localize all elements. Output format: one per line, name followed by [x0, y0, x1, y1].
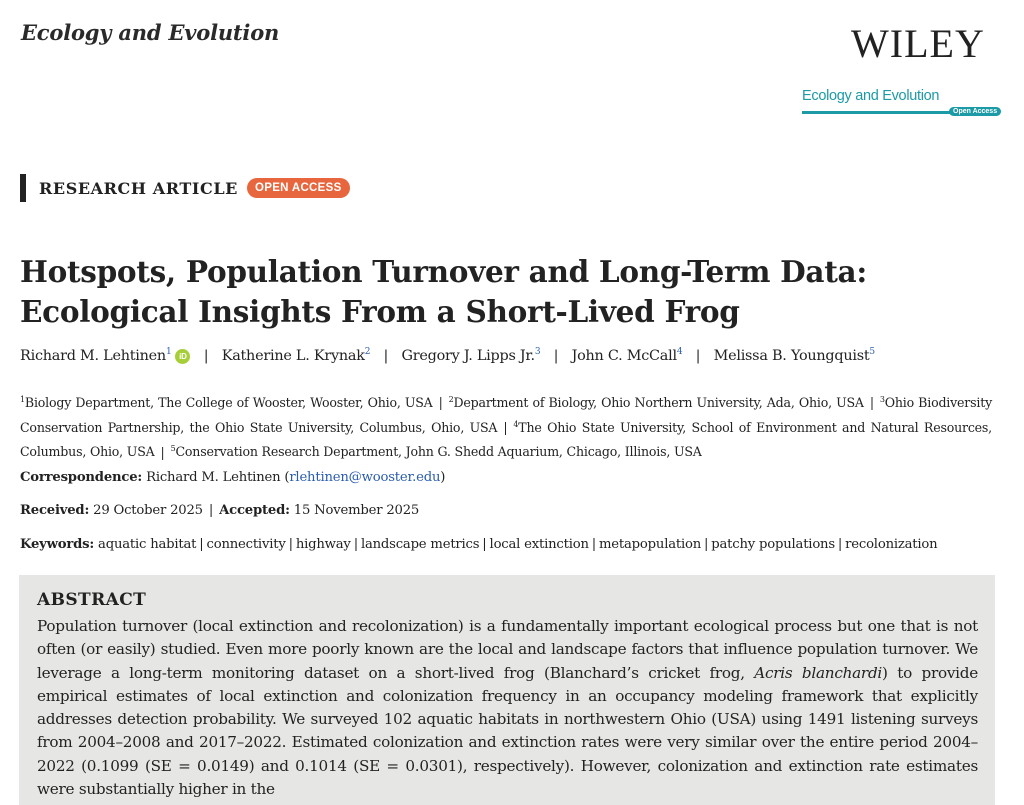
article-type-bar: [20, 174, 26, 202]
author-separator: |: [695, 347, 701, 364]
publisher-logo[interactable]: [851, 20, 985, 67]
keyword[interactable]: aquatic habitat: [98, 537, 197, 552]
orcid-icon[interactable]: iD: [175, 349, 190, 364]
affiliation-text: The Ohio State University, School of Environment and Natural Resources, Columbus, Ohio, USA: [20, 419, 992, 460]
keyword[interactable]: connectivity: [206, 537, 286, 552]
keyword-separator: |: [353, 537, 358, 552]
keyword-separator: |: [288, 537, 293, 552]
correspondence-label: Correspondence:: [20, 470, 143, 485]
affiliation-number: 3: [879, 395, 885, 404]
keywords-line: [20, 537, 937, 552]
affiliation-text: Conservation Research Department, John G. Shedd Aquarium, Chicago, Illinois, USA: [175, 444, 702, 460]
keyword[interactable]: landscape metrics: [360, 537, 480, 552]
keyword-separator: |: [704, 537, 709, 552]
correspondence-name: Richard M. Lehtinen: [146, 470, 281, 485]
abstract-section: [19, 575, 995, 805]
author-name[interactable]: Melissa B. Youngquist: [713, 347, 870, 364]
author-affiliation-ref[interactable]: 5: [869, 347, 875, 357]
author-name[interactable]: John C. McCall: [571, 347, 677, 364]
journal-logo[interactable]: [802, 88, 996, 118]
received-label: Received:: [20, 503, 90, 518]
affiliations: [20, 389, 992, 463]
abstract-text-part: ) to provide empirical estimates of local extinction and colonization frequency in an occupancy modeling framework that explicitly addresses detection probability. We surveyed 102 aquatic habitats in northwestern Ohio (USA) using 1491 listening surveys from 2004–2008 and 2017–2022. Estimated colonization and extinction rates were very similar over the entire period 2004–2022 (0.1099 (SE = 0.0149) and 0.1014 (SE = 0.0301), respectively). However, colonization and extinction rate estimates were substantially higher in the: [37, 663, 978, 799]
affiliation-separator: |: [503, 419, 508, 435]
affiliation-number: 1: [20, 395, 25, 404]
affiliation-text: Biology Department, The College of Wooster, Wooster, Ohio, USA: [24, 395, 433, 411]
correspondence-line: Correspondence: Richard M. Lehtinen (rlehtinen@wooster.edu): [20, 470, 446, 485]
affiliation-separator: |: [160, 444, 165, 460]
correspondence-email-link[interactable]: rlehtinen@wooster.edu: [289, 470, 441, 485]
journal-logo-badge: Open Access: [949, 107, 1001, 116]
affiliation-number: 2: [448, 395, 454, 404]
keyword[interactable]: highway: [295, 537, 351, 552]
keywords-label: Keywords:: [20, 537, 95, 552]
affiliation-text: Department of Biology, Ohio Northern University, Ada, Ohio, USA: [453, 395, 864, 411]
author-separator: |: [203, 347, 209, 364]
affiliation-number: 4: [513, 419, 519, 429]
article-title: Hotspots, Population Turnover and Long-Term Data: Ecological Insights From a Short-Lived Frog: [20, 254, 867, 329]
keyword-separator: |: [591, 537, 596, 552]
keyword-separator: |: [837, 537, 843, 552]
open-access-badge[interactable]: OPEN ACCESS: [247, 178, 350, 198]
author-list: [20, 347, 875, 364]
abstract-text: [37, 615, 978, 801]
abstract-heading: ABSTRACT: [37, 590, 147, 610]
species-name: Acris blanchardi: [754, 663, 883, 682]
accepted-label: Accepted:: [219, 503, 290, 518]
keyword[interactable]: patchy populations: [711, 537, 835, 552]
keyword[interactable]: local extinction: [489, 537, 589, 552]
article-type-row: [20, 174, 350, 202]
author-affiliation-ref[interactable]: 4: [676, 347, 683, 357]
author-name[interactable]: Richard M. Lehtinen: [20, 347, 166, 364]
author-name[interactable]: Gregory J. Lipps Jr.: [401, 347, 535, 364]
affiliation-number: 5: [170, 444, 176, 454]
author-affiliation-ref[interactable]: 2: [364, 347, 371, 357]
journal-logo-text: Ecology and Evolution: [802, 88, 940, 104]
dates-line: [20, 503, 419, 518]
affiliation-separator: |: [438, 395, 443, 411]
article-type-label: RESEARCH ARTICLE: [39, 178, 238, 198]
keyword[interactable]: recolonization: [845, 537, 938, 552]
affiliation-text: Ohio Biodiversity Conservation Partnership, the Ohio State University, Columbus, Ohio, USA: [20, 395, 992, 435]
received-date: 29 October 2025: [93, 503, 203, 518]
affiliation-separator: |: [869, 395, 874, 411]
keyword-separator: |: [199, 537, 204, 552]
author-name[interactable]: Katherine L. Krynak: [221, 347, 365, 364]
abstract-text-part: Population turnover (local extinction and recolonization) is a fundamentally important ecological process but one that is not often (or easily) studied. Even more poorly known are the local and landscape factors that influence population turnover. We leverage a long-term monitoring dataset on a short-lived frog (Blanchard’s cricket frog,: [37, 617, 978, 682]
author-affiliation-ref[interactable]: 1: [165, 347, 172, 357]
publisher-logo-text: WILEY: [851, 21, 985, 66]
accepted-date: 15 November 2025: [293, 503, 420, 518]
journal-name: Ecology and Evolution: [21, 20, 280, 45]
keyword[interactable]: metapopulation: [599, 537, 702, 552]
keyword-separator: |: [482, 537, 487, 552]
author-separator: |: [553, 347, 559, 364]
journal-logo-rule: [802, 111, 950, 114]
author-separator: |: [383, 347, 389, 364]
dates-separator: |: [208, 503, 214, 518]
author-affiliation-ref[interactable]: 3: [534, 347, 541, 357]
